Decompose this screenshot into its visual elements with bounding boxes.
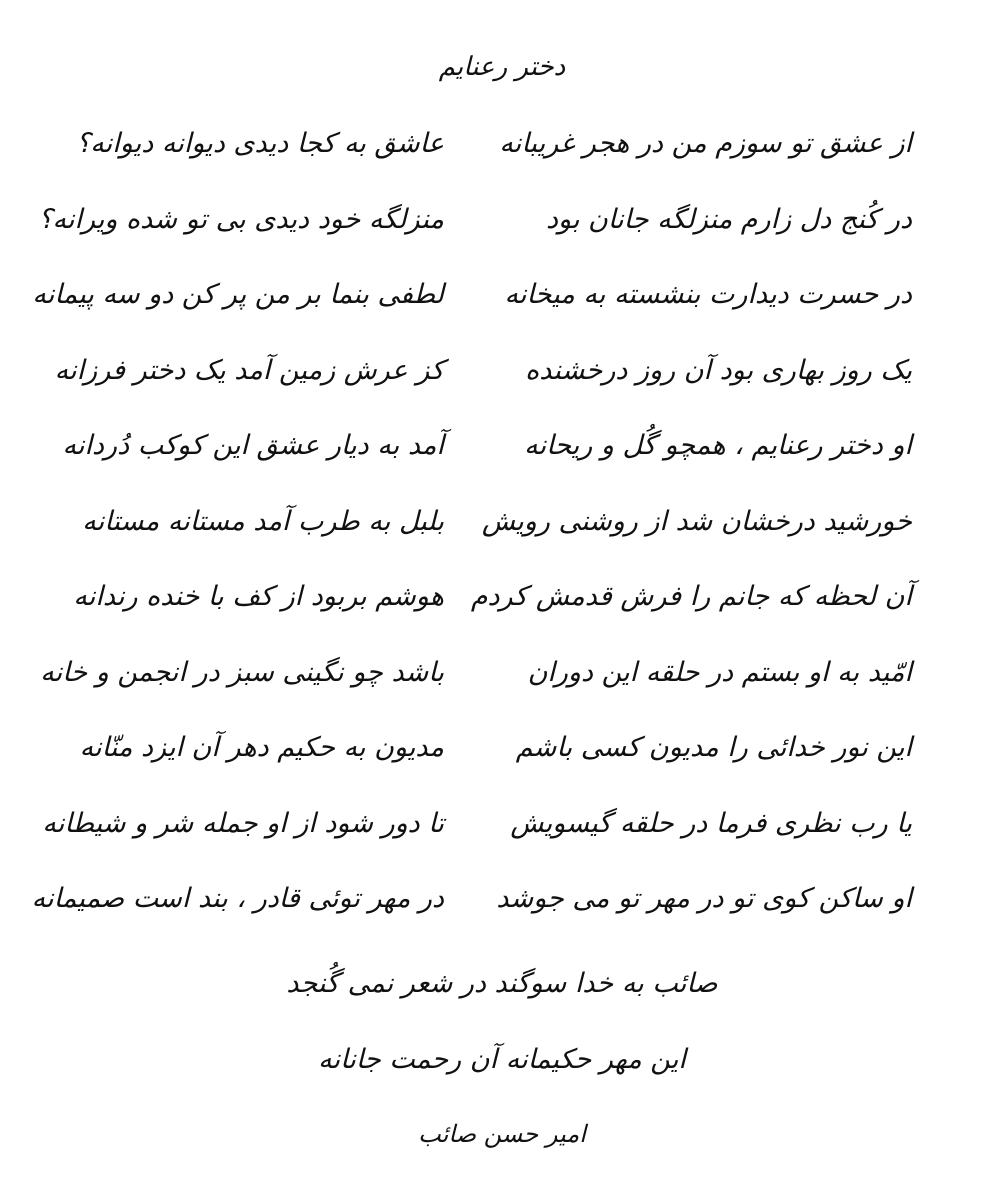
first-hemistich: یا رب نظری فرما در حلقه گیسویش bbox=[510, 807, 912, 839]
first-hemistich: خورشید درخشان شد از روشنی رویش bbox=[481, 505, 912, 537]
first-hemistich: در کُنج دل زارم منزلگه جانان بود bbox=[545, 203, 912, 235]
first-hemistich: او دختر رعنایم ، همچو گُل و ریحانه bbox=[524, 430, 912, 461]
first-hemistich: در حسرت دیدارت بنشسته به میخانه bbox=[504, 279, 912, 310]
second-hemistich: کز عرش زمین آمد یک دختر فرزانه bbox=[54, 354, 444, 386]
second-hemistich: تا دور شود از او جمله شر و شیطانه bbox=[42, 807, 444, 839]
poem-title: دختر رعنایم bbox=[438, 52, 566, 82]
second-hemistich: آمد به دیار عشق این کوکب دُردانه bbox=[62, 430, 444, 461]
first-hemistich: یک روز بهاری بود آن روز درخشنده bbox=[525, 354, 912, 386]
first-hemistich: آن لحظه که جانم را فرش قدمش کردم bbox=[470, 581, 912, 612]
couplet bbox=[0, 867, 1004, 943]
couplet bbox=[0, 339, 1004, 415]
closing-line-first: صائب به خدا سوگند در شعر نمی گُنجد bbox=[286, 968, 718, 999]
couplet bbox=[0, 263, 1004, 339]
poet-signature: امیر حسن صائب bbox=[418, 1120, 586, 1148]
second-hemistich: مدیون به حکیم دهر آن ایزد منّانه bbox=[79, 732, 444, 763]
first-hemistich: او ساکن کوی تو در مهر تو می جوشد bbox=[496, 883, 912, 914]
second-hemistich: باشد چو نگینی سبز در انجمن و خانه bbox=[40, 656, 444, 688]
closing-line-second: این مهر حکیمانه آن رحمت جانانه bbox=[318, 1044, 686, 1075]
second-hemistich: هوشم بربود از کف با خنده رندانه bbox=[73, 581, 444, 612]
second-hemistich: عاشق به کجا دیدی دیوانه دیوانه؟ bbox=[75, 128, 444, 159]
second-hemistich: لطفی بنما بر من پر کن دو سه پیمانه bbox=[32, 279, 444, 310]
couplet bbox=[0, 716, 1004, 792]
second-hemistich: در مهر توئی قادر ، بند است صمیمانه bbox=[31, 883, 444, 914]
couplet bbox=[0, 490, 1004, 566]
first-hemistich: امّید به او بستم در حلقه این دوران bbox=[527, 656, 912, 688]
second-hemistich: منزلگه خود دیدی بی تو شده ویرانه؟ bbox=[38, 203, 444, 235]
couplet bbox=[0, 641, 1004, 717]
couplet bbox=[0, 112, 1004, 188]
first-hemistich: از عشق تو سوزم من در هجر غریبانه bbox=[499, 128, 912, 159]
couplet bbox=[0, 414, 1004, 490]
second-hemistich: بلبل به طرب آمد مستانه مستانه bbox=[82, 505, 444, 537]
first-hemistich: این نور خدائی را مدیون کسی باشم bbox=[515, 732, 912, 763]
couplet bbox=[0, 188, 1004, 264]
couplet-list bbox=[0, 112, 1004, 943]
couplet bbox=[0, 565, 1004, 641]
couplet bbox=[0, 792, 1004, 868]
